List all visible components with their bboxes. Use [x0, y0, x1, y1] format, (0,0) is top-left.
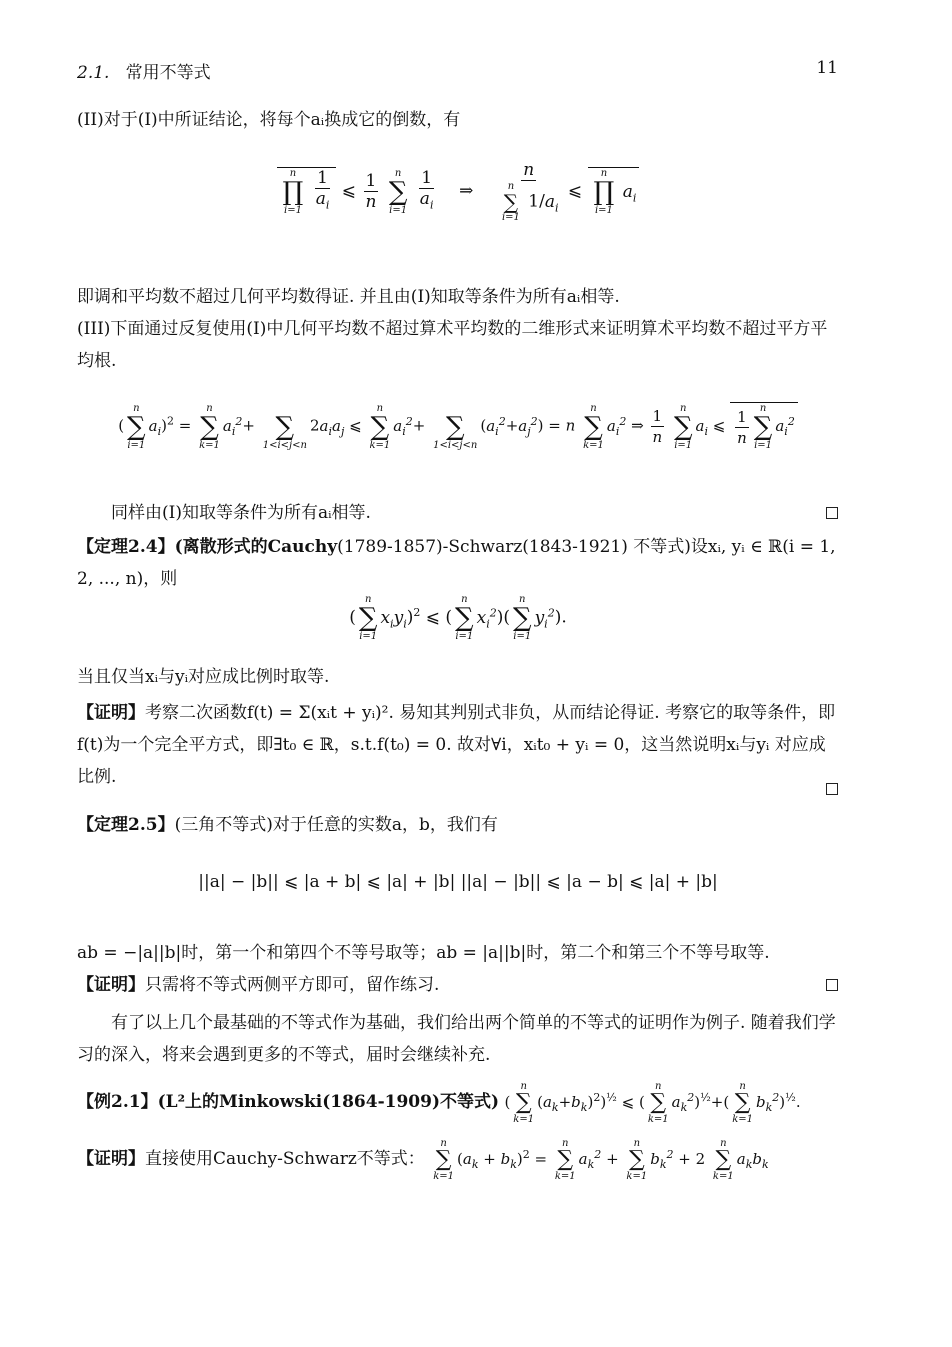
example-label: 【例2.1】: [77, 1092, 158, 1112]
proof-2-4: [77, 697, 839, 793]
theorem-name: (离散形式的Cauchy: [174, 537, 338, 557]
equation-cauchy-schwarz: ( n ∑ i=1 $x_iy_i)^2$ ⩽ ( n ∑ i=1 $x_i^2$)( n ∑ i=1 $y_i^2$).: [349, 594, 567, 642]
equation-triangle: ||a| − |b|| ⩽ |a + b| ⩽ |a| + |b| ||a| − |b|| ⩽ |a − b| ⩽ |a| + |b|: [198, 872, 718, 892]
proof-example-2-1: [77, 1127, 839, 1193]
proof-text: 直接使用Cauchy-Schwarz不等式：: [145, 1149, 425, 1169]
example-title: (L²上的Minkowski(1864-1909)不等式): [157, 1092, 500, 1112]
running-header: [77, 58, 838, 83]
theorem-2-4: [77, 531, 839, 595]
paragraph-ii: (II)对于(I)中所证结论，将每个aᵢ换成它的倒数，有: [77, 110, 461, 130]
qed-box: [826, 507, 838, 519]
page-number: 11: [816, 58, 838, 78]
theorem-label: 【定理2.5】: [77, 815, 175, 835]
proof-label: 【证明】: [77, 703, 145, 723]
paragraph-equality-condition: 同样由(I)知取等条件为所有aᵢ相等.: [111, 503, 371, 523]
equation-minkowski: ( n ∑ k=1 $(a_k+b_k)^2)^{\frac{1}{2}}$ ⩽ ( n ∑ k=1 $a_k^2)^{\frac{1}{2}}+$( n ∑ k=1 $b_k^2)^{\frac{1}{2}}$.: [504, 1081, 801, 1125]
proof-label: 【证明】: [77, 1149, 145, 1169]
proof-text: 考察二次函数f(t) = Σ(xᵢt + yᵢ)². 易知其判别式非负，从而结论得证. 考察它的取等条件，即f(t)为一个完全平方式，即∃t₀ ∈ ℝ，s.t.f(t₀) = 0. 故对∀i，xᵢt₀ + yᵢ = 0，这当然说明xᵢ与yᵢ 对应成比例.: [77, 703, 836, 787]
qed-box: [826, 783, 838, 795]
equation-hm-gm: n ∏ i=1 $\frac{1}{a_i}$ ⩽ $\frac{1}{n}$ n ∑ i=1 $\frac{1}{a_i}$ ⇒ n n ∑ i=1 $1/a_i$ ⩽ n ∏ i=1 $a_i$: [77, 160, 839, 250]
proof-label: 【证明】: [77, 975, 145, 995]
paragraph-hm-conclusion: 即调和平均数不超过几何平均数得证. 并且由(I)知取等条件为所有aᵢ相等.: [77, 287, 620, 307]
section-title: 常用不等式: [125, 63, 211, 83]
paragraph-cs-equality: 当且仅当xᵢ与yᵢ对应成比例时取等.: [77, 667, 330, 687]
theorem-2-5: [77, 809, 839, 841]
paragraph-intro-examples: 有了以上几个最基础的不等式作为基础，我们给出两个简单的不等式的证明作为例子. 随着我们学习的深入，将来会遇到更多的不等式，届时会继续补充.: [77, 1013, 836, 1065]
proof-2-5: [77, 969, 839, 1001]
paragraph-triangle-equality: ab = −|a||b|时，第一个和第四个不等号取等；ab = |a||b|时，第二个和第三个不等号取等.: [77, 943, 770, 963]
theorem-statement: (三角不等式)对于任意的实数a，b，我们有: [174, 815, 498, 835]
equation-am-qm: ( n ∑ i=1 $a_i)^2$ = n ∑ k=1 $a_i^2+$ ∑ 1<i<j<n $2a_ia_j$ ⩽ n ∑ k=1 $a_i^2+$ ∑ 1<i<j<n $(a_i^2+a_j^2) = n$ n ∑ k=1 $a_i^2$ ⇒ $\frac{1}{n}$ n ∑ i=1 $a_i$ ⩽ $\frac{1}{n}$ n ∑ i=1 $a_i^2$: [77, 402, 839, 472]
theorem-statement: (1789-1857)-Schwarz(1843-1921) 不等式)设xᵢ, yᵢ ∈ ℝ(i = 1, 2, ..., n)，则: [77, 537, 836, 589]
section-number: 2.1.: [77, 63, 110, 83]
equation-expansion: n ∑ k=1 $(a_k + b_k)^2$ = n ∑ k=1 $a_k^2$ + n ∑ k=1 $b_k^2 + 2$ n ∑ k=1 $a_kb_k$: [433, 1138, 769, 1182]
theorem-label: 【定理2.4】: [77, 537, 175, 557]
paragraph-iii: (III)下面通过反复使用(I)中几何平均数不超过算术平均数的二维形式来证明算术平均数不超过平方平均根.: [77, 319, 828, 371]
proof-text: 只需将不等式两侧平方即可，留作练习.: [145, 975, 440, 995]
qed-box: [826, 979, 838, 991]
